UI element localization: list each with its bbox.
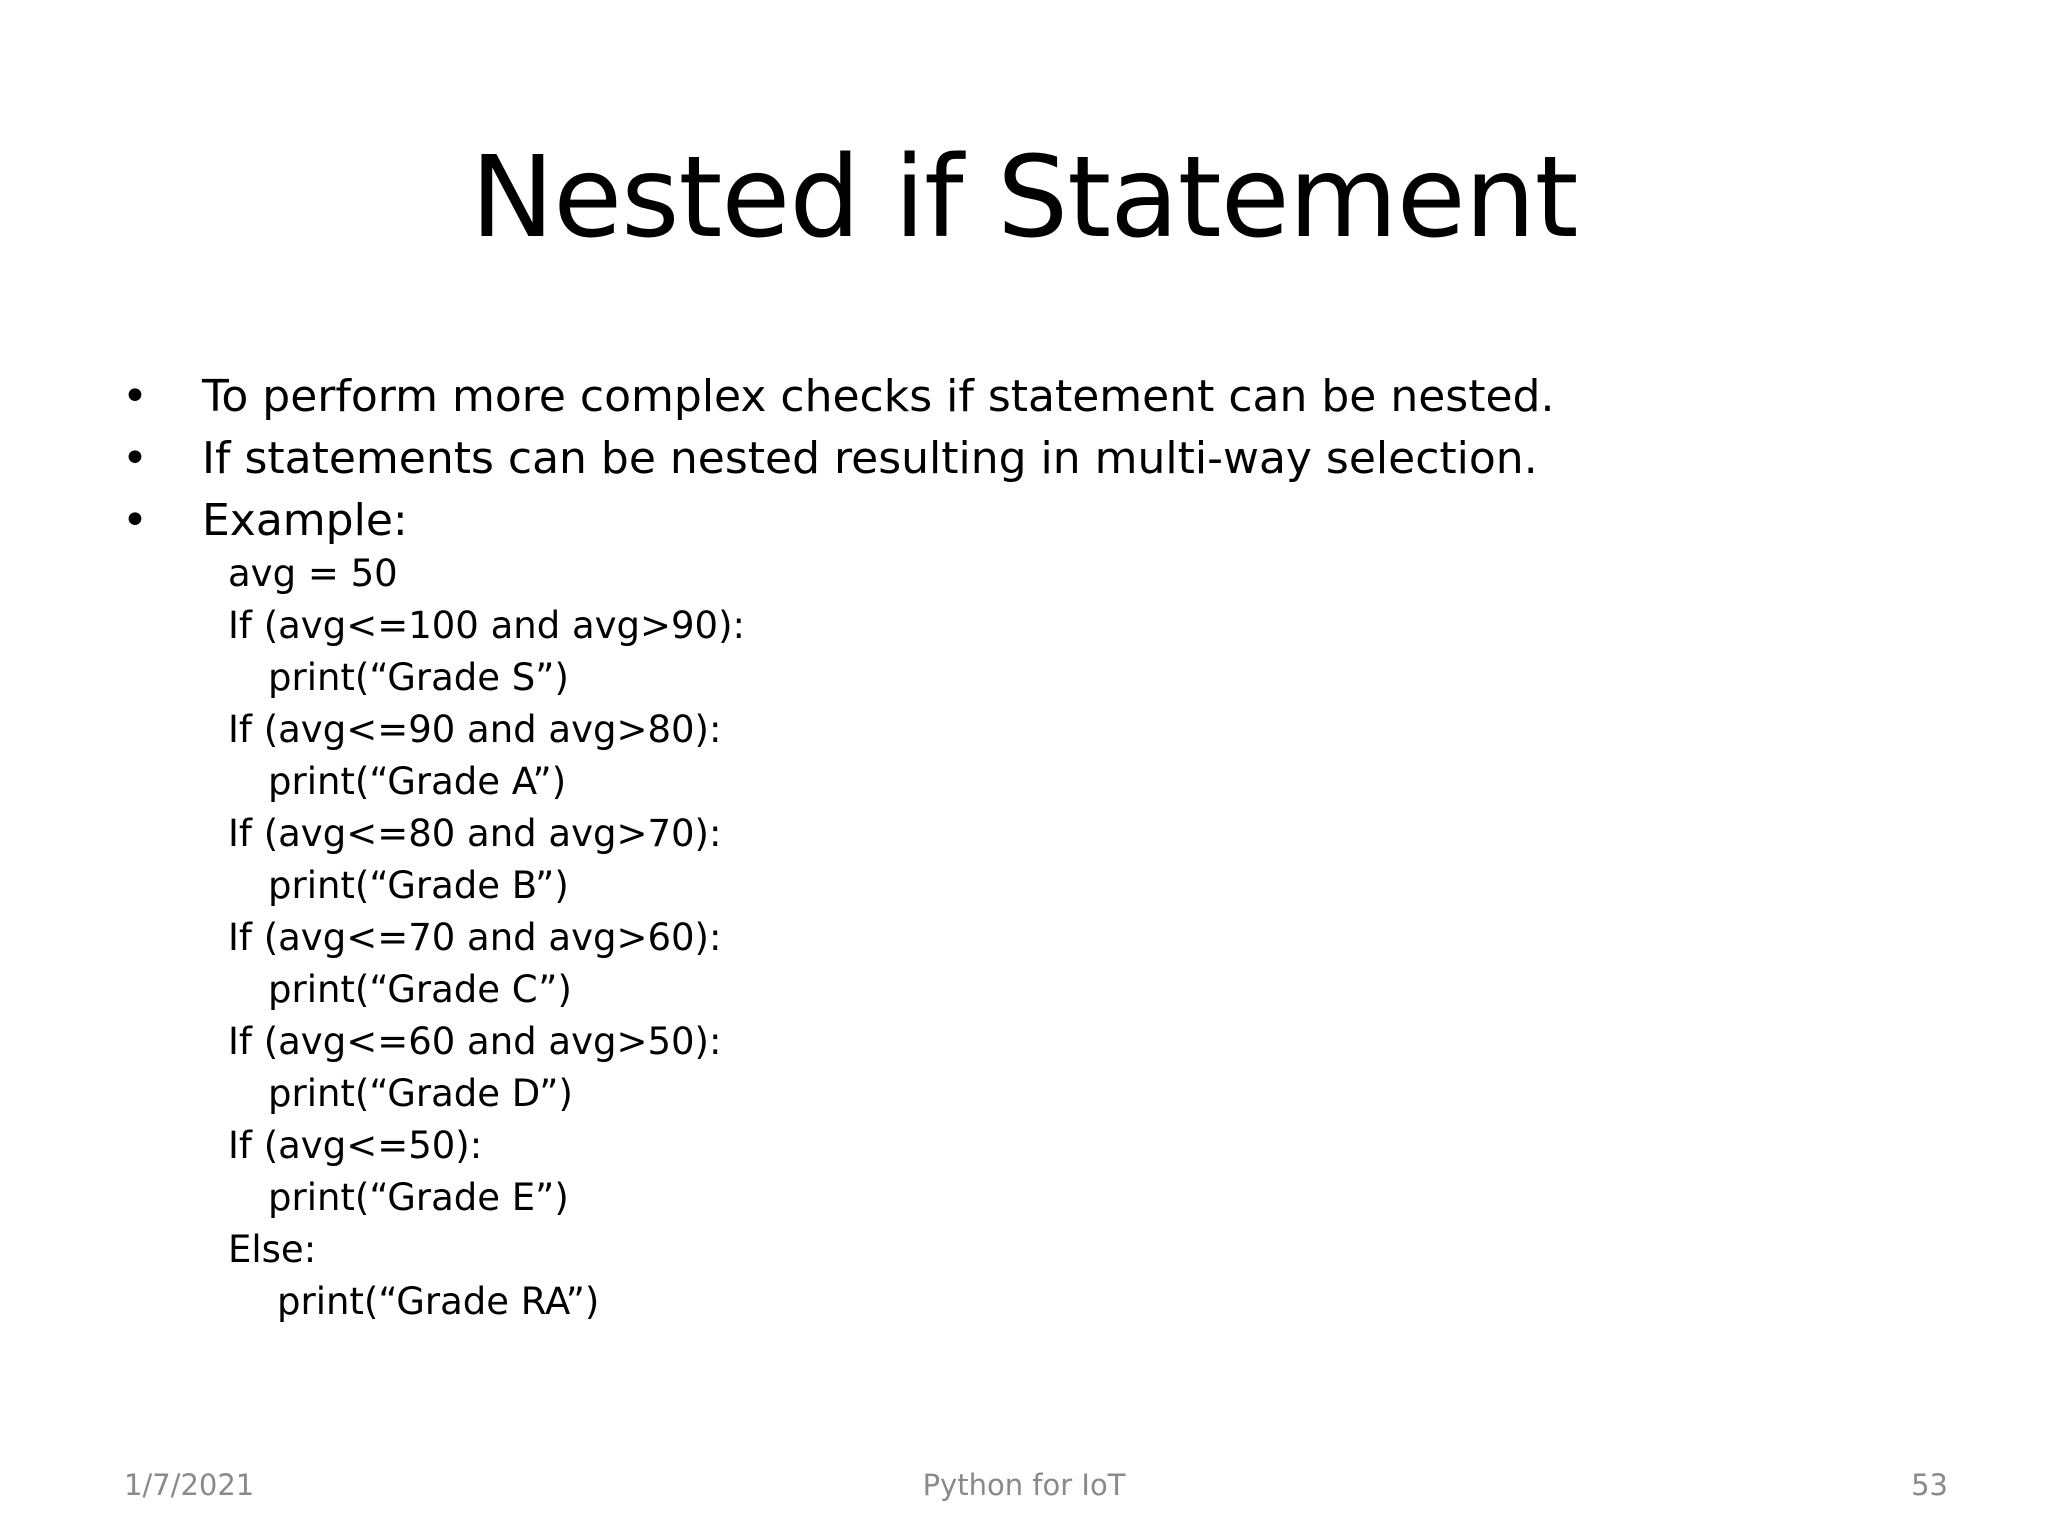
footer-date: 1/7/2021 bbox=[124, 1468, 255, 1502]
code-line: Else: bbox=[228, 1228, 317, 1271]
code-line: If (avg<=80 and avg>70): bbox=[228, 812, 722, 855]
code-line: print(“Grade E”) bbox=[268, 1176, 569, 1219]
code-line: If (avg<=50): bbox=[228, 1124, 483, 1167]
code-line: print(“Grade D”) bbox=[268, 1072, 573, 1115]
code-line: If (avg<=70 and avg>60): bbox=[228, 916, 722, 959]
bullet-item bbox=[122, 366, 1554, 428]
code-line: print(“Grade S”) bbox=[268, 656, 569, 699]
code-line: If (avg<=90 and avg>80): bbox=[228, 708, 722, 751]
code-line: If (avg<=60 and avg>50): bbox=[228, 1020, 722, 1063]
bullet-list bbox=[122, 366, 1554, 552]
bullet-text: To perform more complex checks if statement can be nested. bbox=[202, 371, 1555, 422]
bullet-icon: • bbox=[122, 433, 148, 484]
code-line: If (avg<=100 and avg>90): bbox=[228, 604, 745, 647]
footer-title: Python for IoT bbox=[922, 1468, 1126, 1502]
bullet-icon: • bbox=[122, 495, 148, 546]
bullet-text: Example: bbox=[202, 495, 408, 546]
bullet-text: If statements can be nested resulting in multi-way selection. bbox=[202, 433, 1538, 484]
page-number: 53 bbox=[1911, 1468, 1948, 1502]
bullet-item bbox=[122, 428, 1554, 490]
code-line: avg = 50 bbox=[228, 552, 398, 595]
code-example bbox=[228, 548, 745, 1328]
code-line: print(“Grade RA”) bbox=[277, 1280, 600, 1323]
bullet-item bbox=[122, 490, 1554, 552]
slide-title: Nested if Statement bbox=[470, 133, 1578, 263]
code-line: print(“Grade C”) bbox=[268, 968, 572, 1011]
code-line: print(“Grade B”) bbox=[268, 864, 569, 907]
code-line: print(“Grade A”) bbox=[268, 760, 567, 803]
bullet-icon: • bbox=[122, 371, 148, 422]
